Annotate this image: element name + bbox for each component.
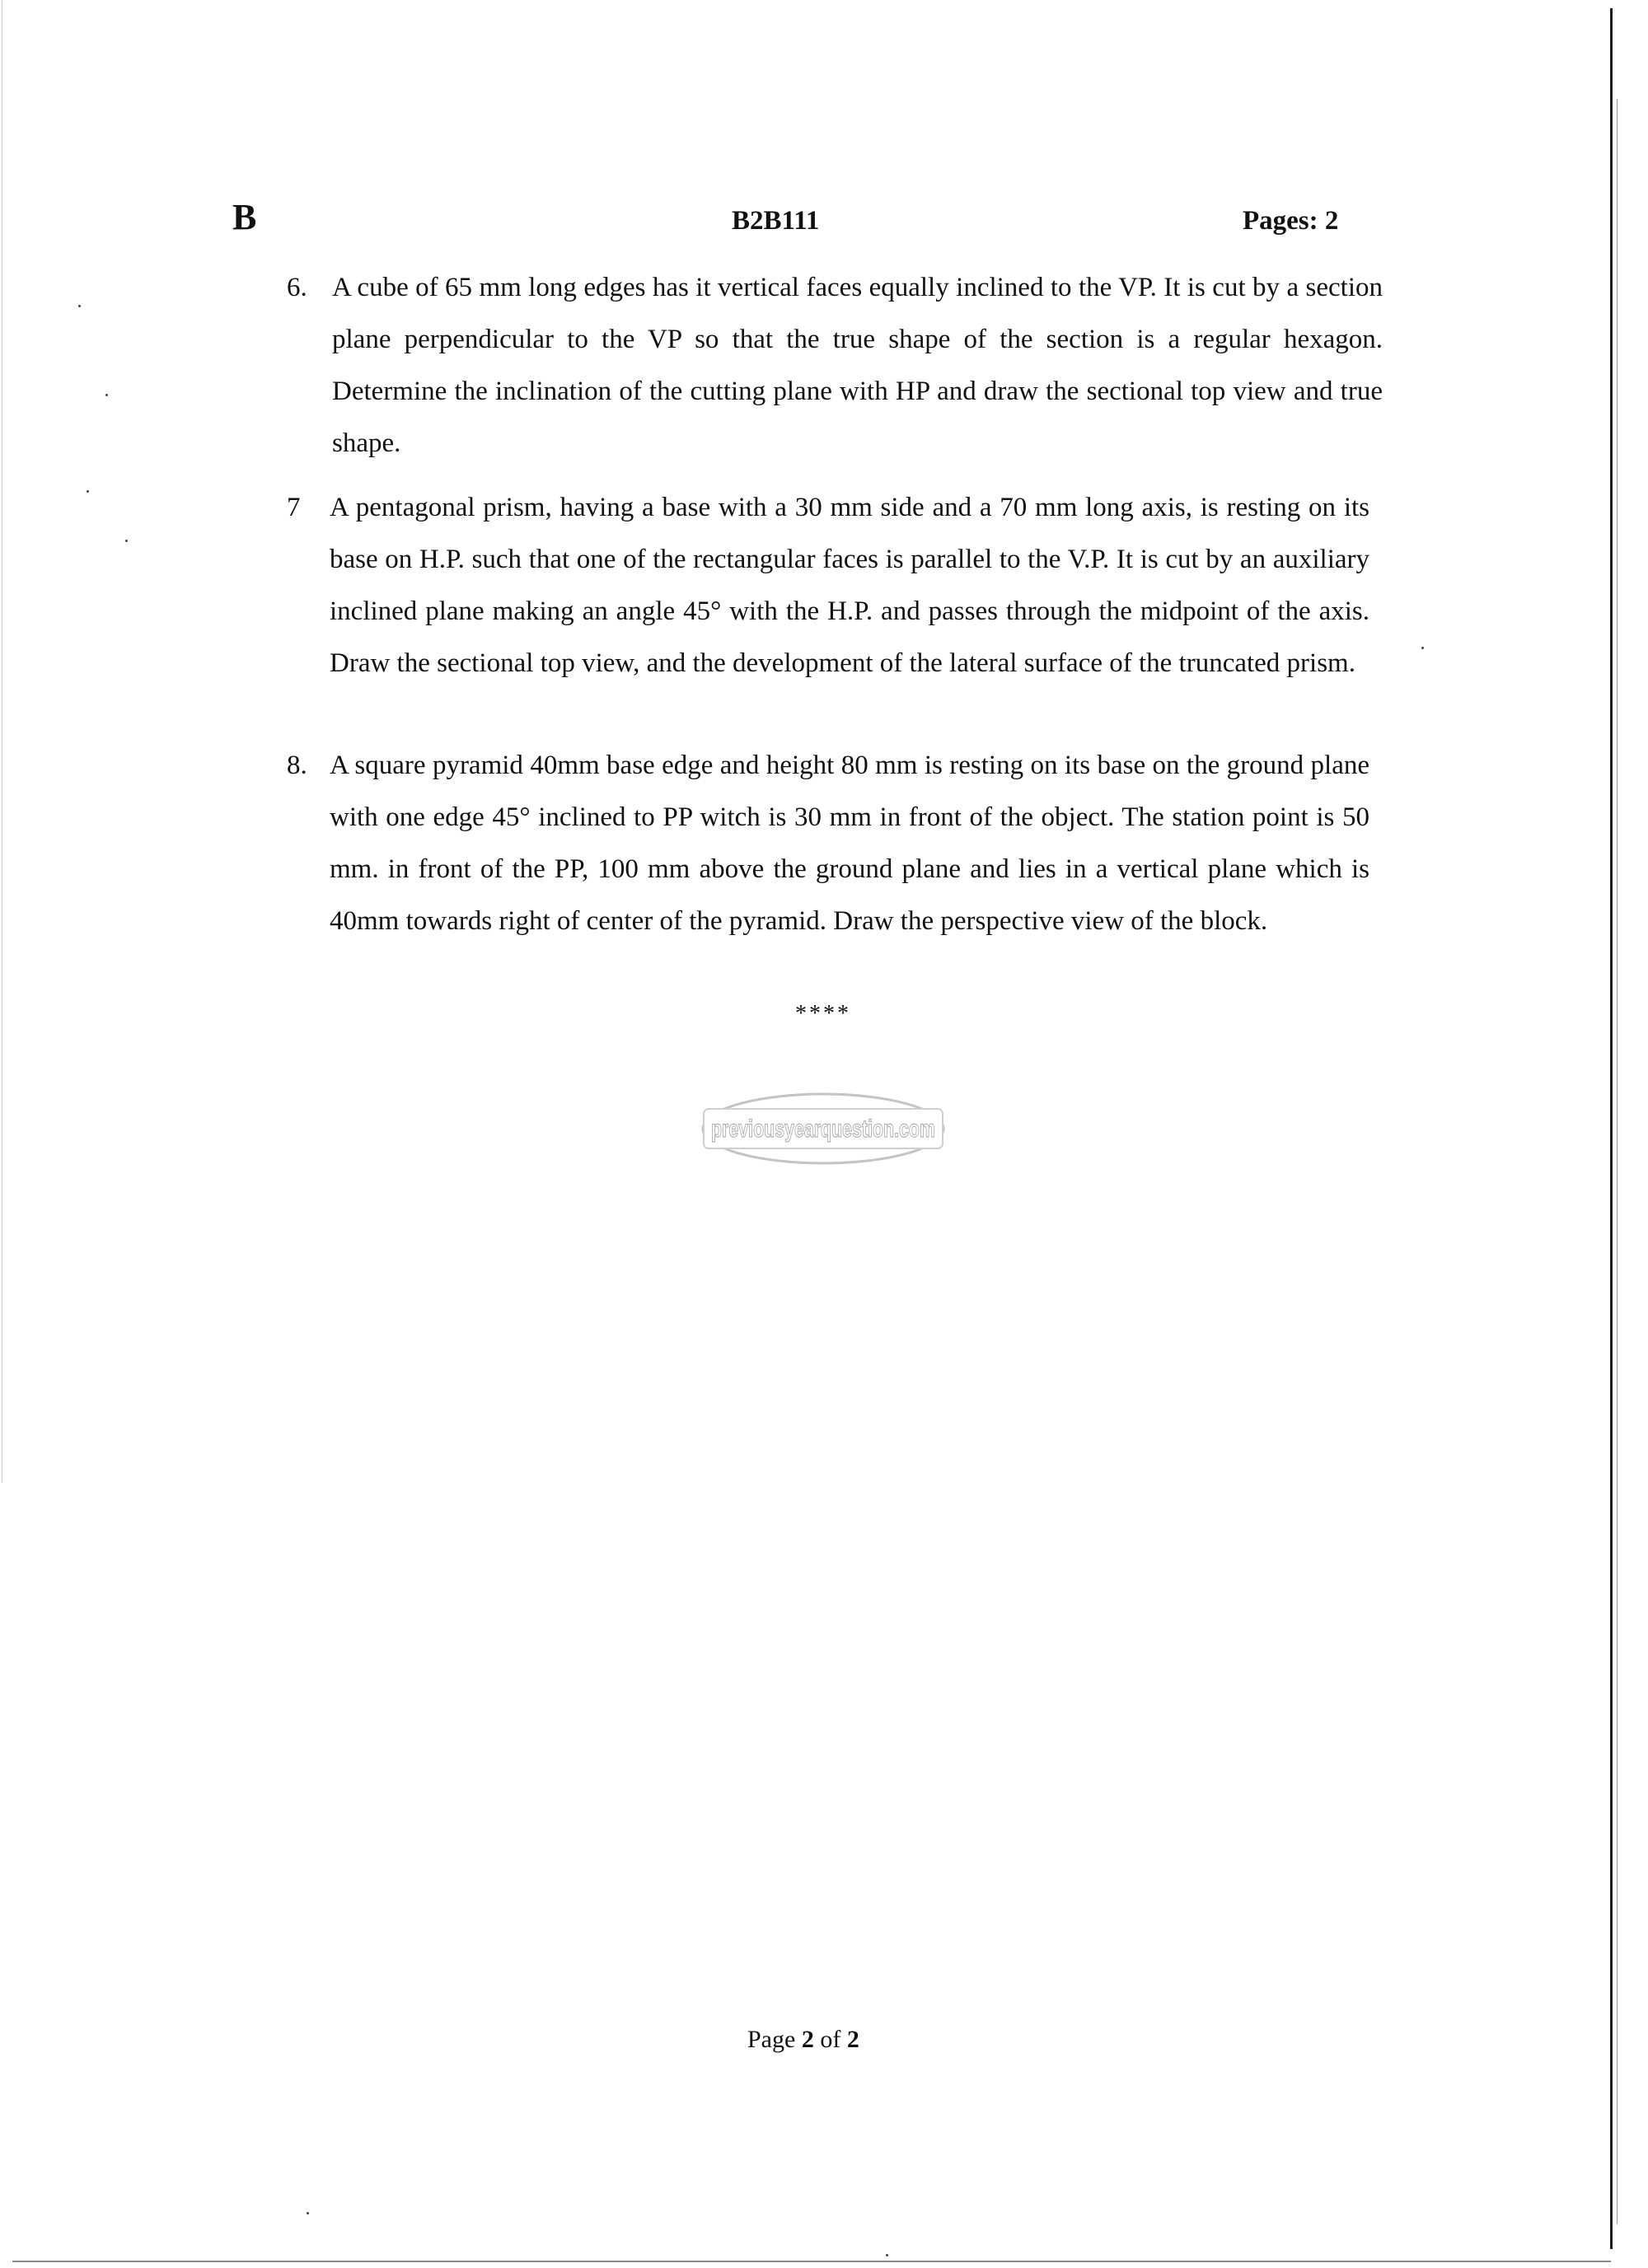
watermark-text: previousyearquestion.com — [711, 1115, 935, 1143]
scan-speck — [105, 394, 108, 396]
footer-current-page: 2 — [801, 2026, 814, 2053]
scan-right-border — [1610, 8, 1613, 2249]
scan-speck — [1421, 647, 1424, 649]
footer-middle: of — [813, 2026, 847, 2053]
question-number: 6. — [287, 273, 307, 302]
question-number: 7 — [287, 493, 301, 522]
question-text: A square pyramid 40mm base edge and height 80 mm is resting on its base on the ground plane with one edge 45° inclined to PP witch is 30 mm in front of the object. The station point is 50 mm. in front of the PP, 100 mm above the ground plane and lies in a vertical plane which is 40mm towards right of center of the pyramid. Draw the perspective view of the block. — [330, 751, 1369, 936]
scan-speck — [886, 2254, 888, 2256]
scan-speck — [87, 490, 89, 493]
scan-speck — [78, 305, 81, 307]
scan-bottom-edge — [12, 2261, 1611, 2262]
page-footer — [747, 2026, 859, 2054]
page-count: Pages: 2 — [1243, 206, 1339, 236]
scan-right-border-thin — [1617, 99, 1618, 2224]
scan-speck — [307, 2212, 309, 2214]
series-label: B — [232, 197, 257, 237]
watermark-logo — [699, 1089, 948, 1168]
paper-code: B2B111 — [732, 206, 820, 236]
scan-speck — [125, 540, 128, 542]
end-of-paper-marks: **** — [795, 1001, 851, 1026]
footer-prefix: Page — [747, 2026, 802, 2053]
question-text: A cube of 65 mm long edges has it vertical faces equally inclined to the VP. It is cut by a section plane perpendicular to the VP so that the true shape of the section is a regular hexagon. Determine the inclination of the cutting plane with HP and draw the sectional top view and true shape. — [332, 273, 1383, 458]
question-text: A pentagonal prism, having a base with a 30 mm side and a 70 mm long axis, is resting on its base on H.P. such that one of the rectangular faces is parallel to the V.P. It is cut by an auxiliary inclined plane making an angle 45° with the H.P. and passes through the midpoint of the axis. Draw the sectional top view, and the development of the lateral surface of the truncated prism. — [330, 493, 1369, 678]
footer-total-pages: 2 — [846, 2026, 859, 2053]
question-number: 8. — [287, 751, 307, 780]
